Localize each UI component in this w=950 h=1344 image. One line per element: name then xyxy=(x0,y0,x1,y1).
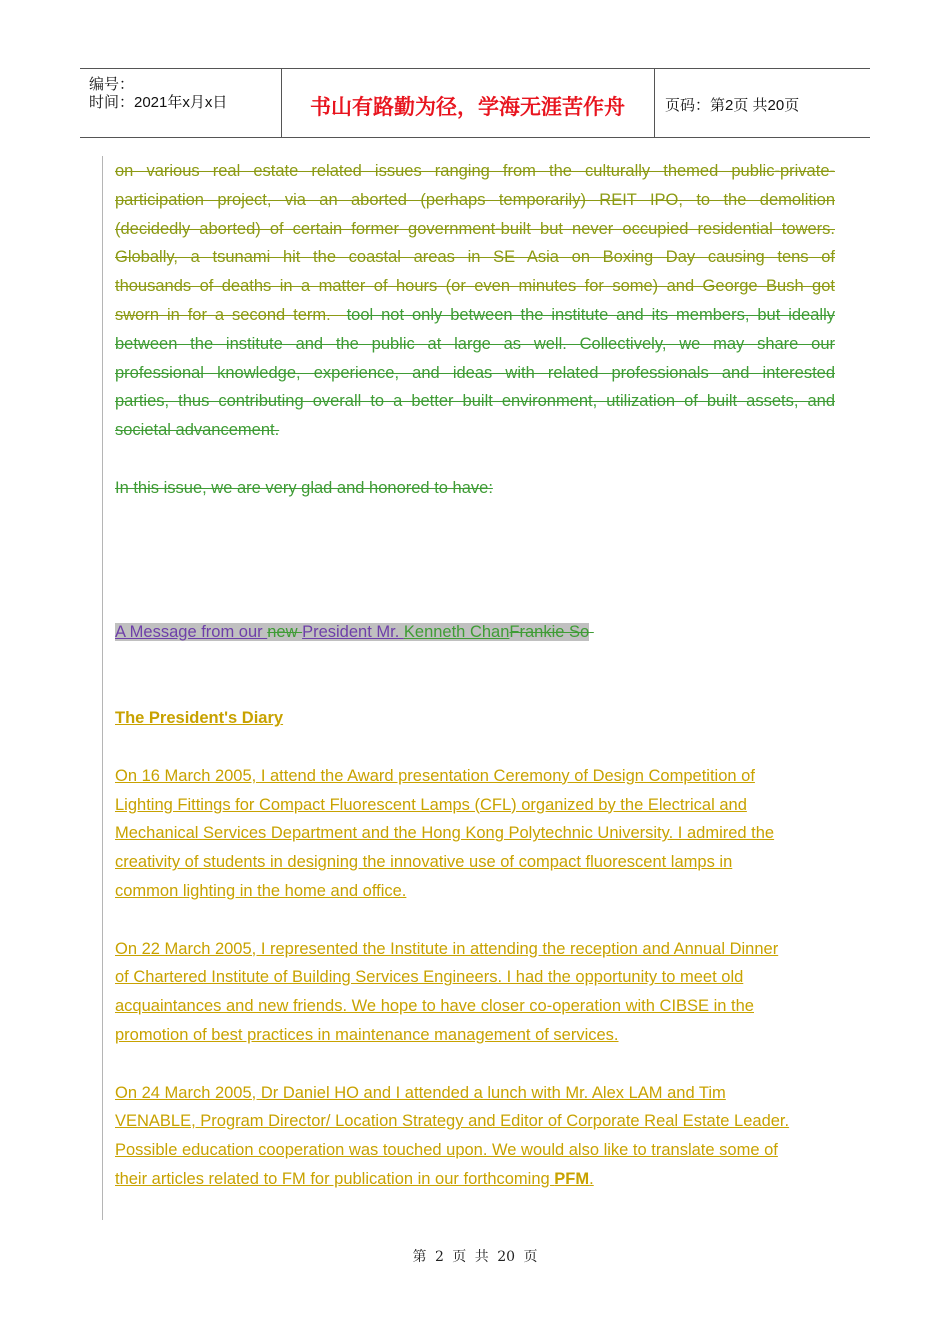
header-page-cell xyxy=(655,69,870,137)
text-line: creativity of students in designing the innovative use of compact fluorescent lamps in xyxy=(115,853,733,872)
text-line: common lighting in the home and office. xyxy=(115,881,407,900)
heading-inserted-name: Kenneth Chan xyxy=(403,622,510,641)
diary-entry-22-march xyxy=(115,935,835,1050)
text-line: Globally, a tsunami hit the coastal areas in SE Asia on Boxing Day causing tens of xyxy=(115,248,835,267)
document-body xyxy=(115,157,835,1194)
text-line: Mechanical Services Department and the Hong Kong Polytechnic University. I admired the xyxy=(115,824,775,843)
text-line-mixed xyxy=(115,301,835,330)
text-line: (decidedly aborted) of certain former government-built but never occupied residential towers. xyxy=(115,219,835,238)
header-page-info: 页码：第2页 共20页 xyxy=(665,97,800,114)
header-motto: 书山有路勤为径，学海无涯苦作舟 xyxy=(310,95,625,119)
text-line: Possible education cooperation was touched upon. We would also like to translate some of xyxy=(115,1141,778,1160)
heading-text: A Message from our xyxy=(115,622,268,641)
heading-deleted-name: Frankie So xyxy=(509,622,590,641)
issue-intro-line: In this issue, we are very glad and honored to have: xyxy=(115,478,493,497)
text-line: on various real estate related issues ranging from the culturally themed public-private- xyxy=(115,162,835,180)
text-line-last xyxy=(115,1165,835,1194)
diary-title: The President's Diary xyxy=(115,709,284,728)
intro-paragraph xyxy=(115,157,835,445)
president-message-heading xyxy=(115,618,835,647)
diary-entry-16-march xyxy=(115,762,835,906)
revision-bar xyxy=(102,156,103,1220)
heading-trailing xyxy=(589,623,594,641)
pfm-term: PFM xyxy=(554,1169,590,1188)
text-line: On 16 March 2005, I attend the Award presentation Ceremony of Design Competition of xyxy=(115,766,755,785)
text-line: Lighting Fittings for Compact Fluorescent Lamps (CFL) organized by the Electrical and xyxy=(115,795,747,814)
deleted-text: sworn in for a second term. xyxy=(115,305,347,324)
header-motto-cell xyxy=(281,69,655,137)
header-info-cell xyxy=(80,69,282,137)
entry-text: their articles related to FM for publication in our forthcoming xyxy=(115,1169,555,1188)
text-line: promotion of best practices in maintenance management of services. xyxy=(115,1025,619,1044)
text-line: parties, thus contributing overall to a better built environment, utilization of built assets, and xyxy=(115,392,835,411)
text-line: VENABLE, Program Director/ Location Strategy and Editor of Corporate Real Estate Leader. xyxy=(115,1112,790,1131)
page-header xyxy=(80,68,870,138)
page-footer: 第 2 页 共 20 页 xyxy=(412,1249,538,1265)
text-line: On 24 March 2005, Dr Daniel HO and I attended a lunch with Mr. Alex LAM and Tim xyxy=(115,1083,726,1102)
heading-highlight xyxy=(115,623,589,641)
heading-text: President Mr. xyxy=(302,622,404,641)
text-line: acquaintances and new friends. We hope to have closer co-operation with CIBSE in the xyxy=(115,997,754,1016)
text-line: of Chartered Institute of Building Services Engineers. I had the opportunity to meet old xyxy=(115,968,744,987)
text-line: thousands of deaths in a matter of hours (or even minutes for some) and George Bush got xyxy=(115,277,835,296)
document-date: 时间：2021年x月x日 xyxy=(89,94,228,111)
text-line: professional knowledge, experience, and ideas with related professionals and interested xyxy=(115,363,835,382)
inserted-text: tool not only between the institute and its members, but ideally xyxy=(346,305,835,324)
entry-period: . xyxy=(589,1169,594,1188)
text-line: On 22 March 2005, I represented the Institute in attending the reception and Annual Dinner xyxy=(115,939,779,958)
diary-entry-24-march xyxy=(115,1079,835,1194)
document-number-label: 编号： xyxy=(89,76,135,93)
text-line: between the institute and the public at large as well. Collectively, we may share our xyxy=(115,334,835,353)
heading-deleted-new: new xyxy=(267,622,303,641)
text-line: participation project, via an aborted (perhaps temporarily) REIT IPO, to the demolition xyxy=(115,190,835,209)
text-line: societal advancement. xyxy=(115,421,280,440)
